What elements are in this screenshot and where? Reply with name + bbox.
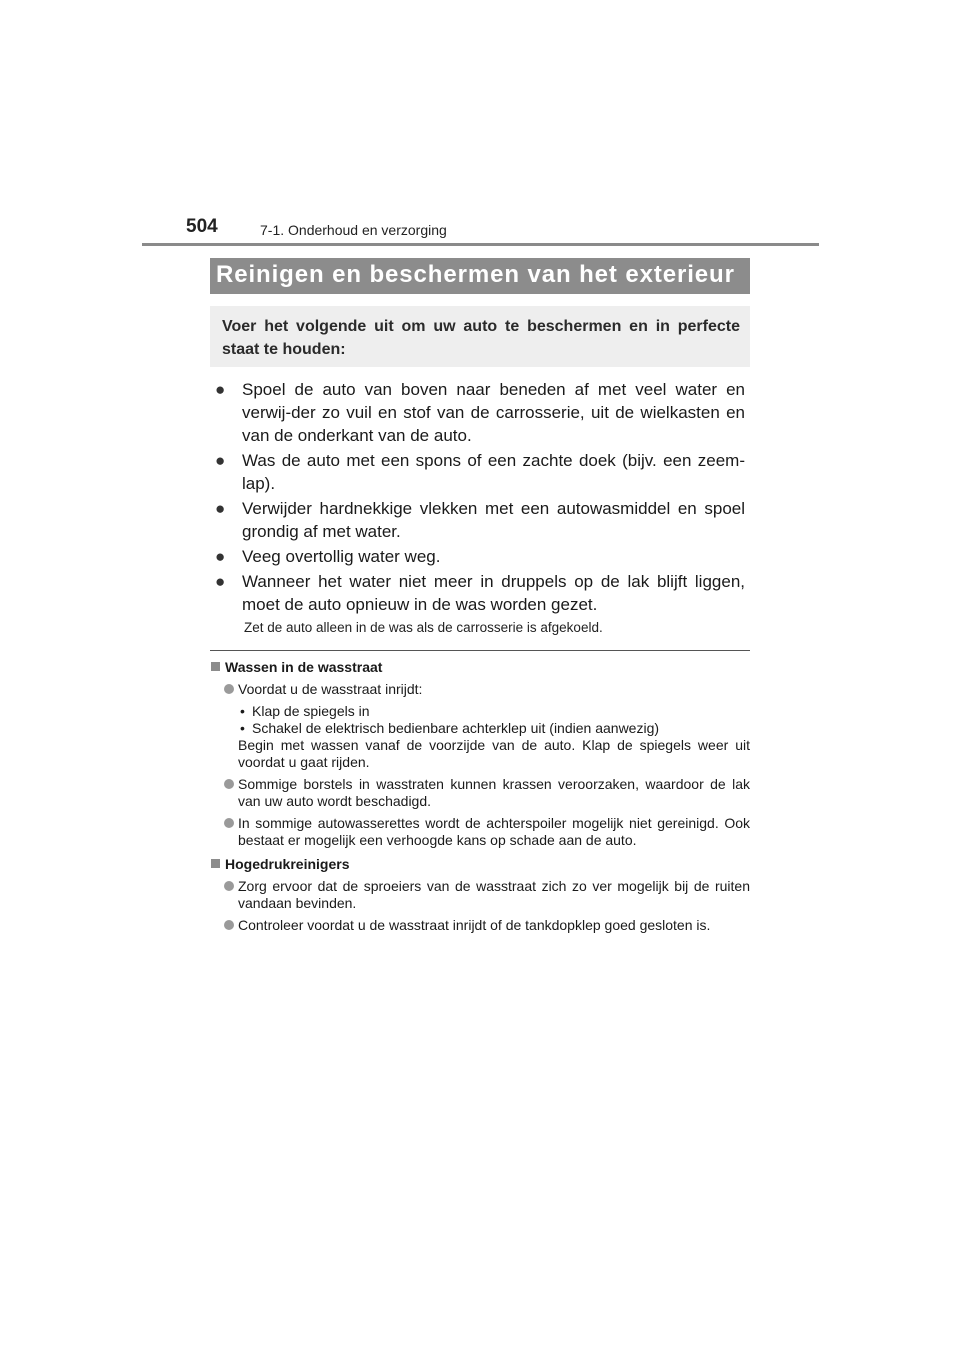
bullet-icon: ●: [215, 380, 226, 399]
square-bullet-icon: [211, 662, 220, 671]
circle-bullet-icon: [224, 920, 234, 930]
bullet-icon: •: [240, 703, 245, 719]
list-item: In sommige autowasserettes wordt de achterspoiler mogelijk niet gereinigd. Ook bestaat er mogelijk een verhoogde kans op schade aan de auto.: [210, 815, 750, 849]
intro-box: [210, 306, 750, 367]
intro-text: Voer het volgende uit om uw auto te beschermen en in perfecte staat te houden:: [222, 318, 740, 358]
list-item: ● Wanneer het water niet meer in druppels op de lak blijft liggen, moet de auto opnieuw in de was worden gezet.: [215, 572, 745, 614]
circle-bullet-icon: [224, 779, 234, 789]
circle-bullet-icon: [224, 684, 234, 694]
car-wash-section: [210, 658, 750, 934]
title-bar: [210, 258, 750, 294]
note-text: Zet de auto alleen in de was als de carrosserie is afgekoeld.: [244, 620, 603, 635]
list-item: Controleer voordat u de wasstraat inrijdt of de tankdopklep goed gesloten is.: [210, 917, 750, 934]
list-item: • Klap de spiegels in: [240, 703, 370, 719]
page-title: Reinigen en beschermen van het exterieur: [216, 261, 735, 288]
list-item: ● Was de auto met een spons of een zachte doek (bijv. een zeem-lap).: [215, 451, 745, 493]
section-label: 7-1. Onderhoud en verzorging: [260, 222, 447, 238]
list-item: ● Spoel de auto van boven naar beneden af met veel water en verwij-der zo vuil en stof van de carrosserie, uit de wielkasten en van de onderkant van de auto.: [215, 380, 745, 445]
header-rule: [142, 243, 819, 246]
car-wash-heading: Wassen in de wasstraat: [210, 658, 750, 676]
bullet-icon: •: [240, 720, 245, 736]
circle-bullet-icon: [224, 818, 234, 828]
list-item: Sommige borstels in wasstraten kunnen krassen veroorzaken, waardoor de lak van uw auto wordt beschadigd.: [210, 776, 750, 810]
list-item: Voordat u de wasstraat inrijdt: • Klap de spiegels in • Schakel de elektrisch bedienbare achterklep uit (indien aanwezig) Begin met wassen vanaf de voorzijde van de auto. Klap de spiegels weer uit voordat u gaat rijden.: [210, 681, 750, 771]
page-number: 504: [186, 216, 218, 237]
list-item: ● Veeg overtollig water weg.: [215, 547, 441, 566]
pressure-washer-heading: Hogedrukreinigers: [210, 855, 750, 873]
square-bullet-icon: [211, 859, 220, 868]
pressure-washer-list: [210, 878, 750, 934]
car-wash-list: [210, 681, 750, 849]
list-item: Zorg ervoor dat de sproeiers van de wasstraat zich zo ver mogelijk bij de ruiten vandaan bevinden.: [210, 878, 750, 912]
bullet-icon: ●: [215, 499, 226, 518]
bullet-icon: ●: [215, 547, 226, 566]
paragraph: Begin met wassen vanaf de voorzijde van de auto. Klap de spiegels weer uit voordat u gaat rijden.: [238, 737, 750, 770]
list-item: • Schakel de elektrisch bedienbare achterklep uit (indien aanwezig): [240, 720, 660, 736]
bullet-icon: ●: [215, 572, 226, 591]
bullet-icon: ●: [215, 451, 226, 470]
circle-bullet-icon: [224, 881, 234, 891]
main-bullet-list: [214, 378, 745, 618]
inner-list: [238, 703, 750, 737]
list-item: ● Verwijder hardnekkige vlekken met een autowasmiddel en spoel grondig af met water.: [215, 499, 745, 541]
section-divider: [210, 650, 750, 651]
